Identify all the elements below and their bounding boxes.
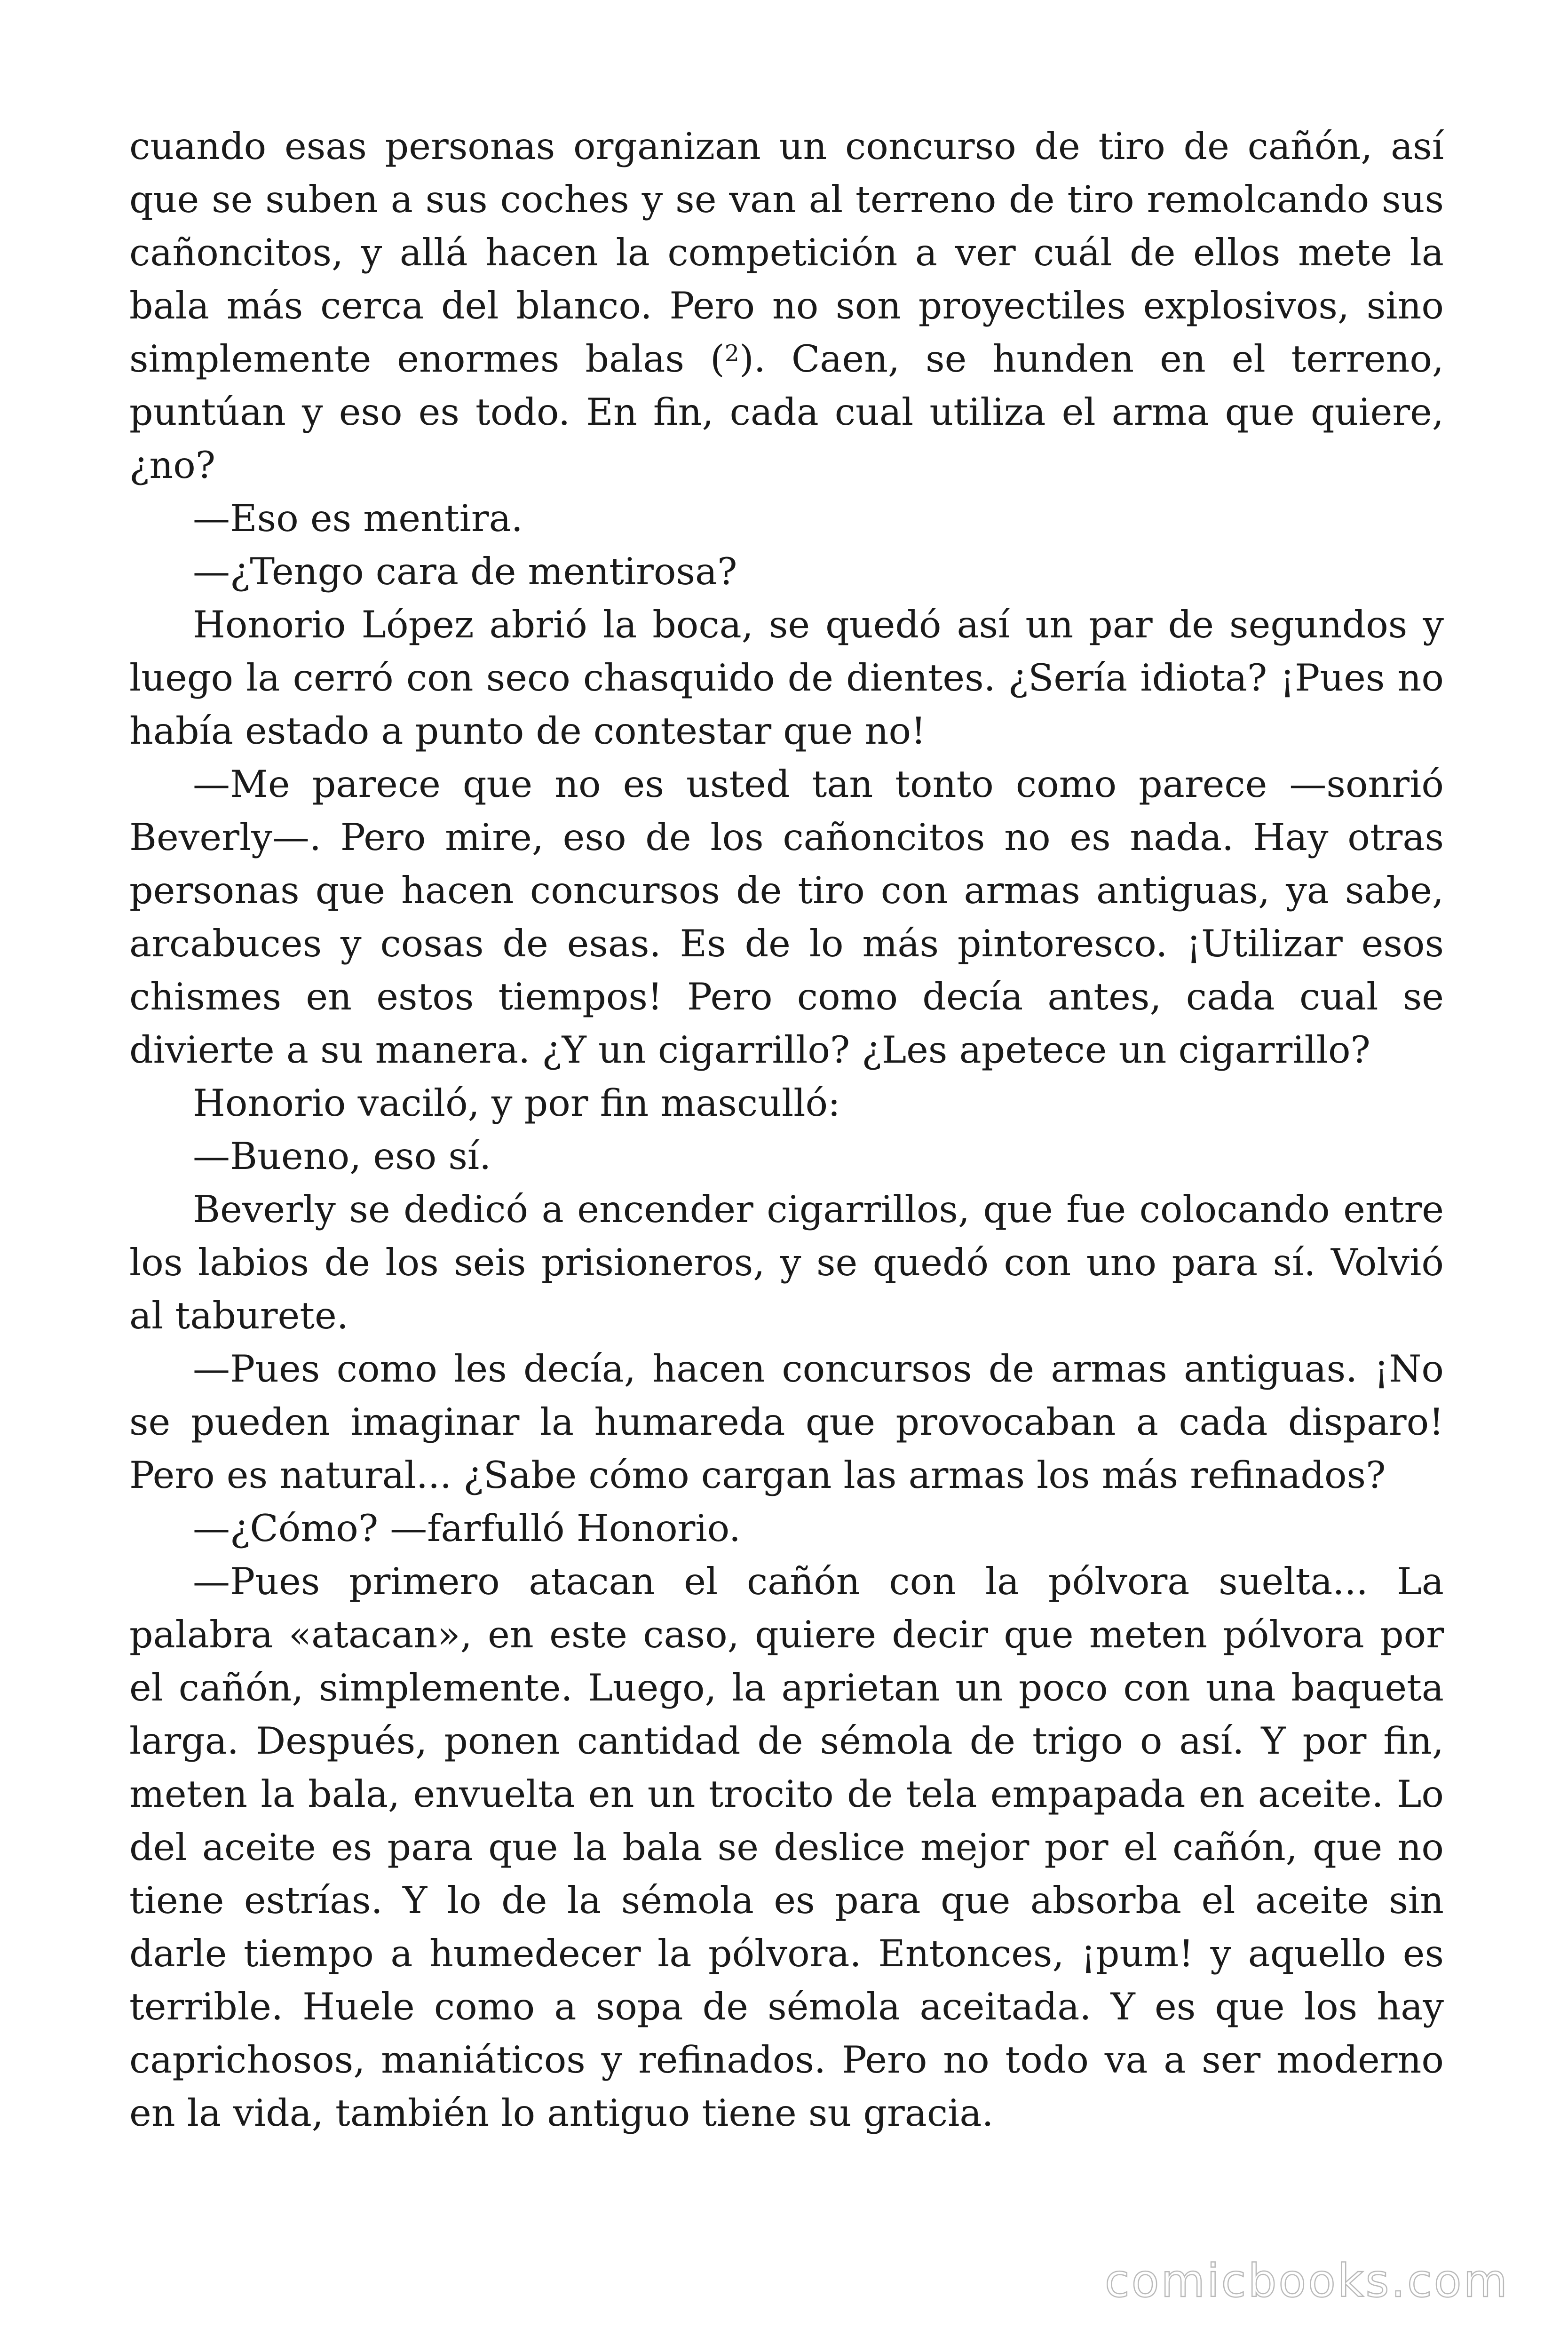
paragraph: [129, 120, 1444, 492]
paragraph: —Pues primero atacan el cañón con la pólvora suelta... La palabra «atacan», en este caso, quiere decir que meten pólvora por el cañón, simplemente. Luego, la aprietan un poco con una baqueta larga. Después, ponen cantidad de sémola de trigo o así. Y por fin, meten la bala, envuelta en un trocito de tela empapada en aceite. Lo del aceite es para que la bala se deslice mejor por el cañón, que no tiene estrías. Y lo de la sémola es para que absorba el aceite sin darle tiempo a humedecer la pólvora. Entonces, ¡pum! y aquello es terrible. Huele como a sopa de sémola aceitada. Y es que los hay caprichosos, maniáticos y refinados. Pero no todo va a ser moderno en la vida, también lo antiguo tiene su gracia.: [129, 1560, 1444, 2135]
book-page-text: [129, 120, 1444, 2140]
paragraph: —Pues como les decía, hacen concursos de armas antiguas. ¡No se pueden imaginar la humareda que provocaban a cada disparo! Pero es natural... ¿Sabe cómo cargan las armas los más refinados?: [129, 1347, 1444, 1497]
paragraph-text: cuando esas personas organizan un concurso de tiro de cañón, así que se suben a sus coches y se van al terreno de tiro remolcando sus cañoncitos, y allá hacen la competición a ver cuál de ellos mete la bala más cerca del blanco. Pero no son proyectiles explosivos, sino simplemente enormes balas (: [129, 125, 1444, 381]
paragraph: —¿Cómo? —farfulló Honorio.: [193, 1507, 741, 1550]
paragraph: —Eso es mentira.: [193, 497, 523, 540]
footnote-marker[interactable]: 2: [724, 340, 739, 367]
paragraph: —Bueno, eso sí.: [193, 1135, 491, 1178]
paragraph: —Me parece que no es usted tan tonto como parece —sonrió Beverly—. Pero mire, eso de los cañoncitos no es nada. Hay otras personas que hacen concursos de tiro con armas antiguas, ya sabe, arcabuces y cosas de esas. Es de lo más pintoresco. ¡Utilizar esos chismes en estos tiempos! Pero como decía antes, cada cual se divierte a su manera. ¿Y un cigarrillo? ¿Les apetece un cigarrillo?: [129, 763, 1444, 1072]
paragraph: Honorio López abrió la boca, se quedó así un par de segundos y luego la cerró con seco chasquido de dientes. ¿Sería idiota? ¡Pues no había estado a punto de contestar que no!: [129, 603, 1444, 753]
paragraph: —¿Tengo cara de mentirosa?: [193, 550, 737, 593]
watermark: comicbooks.com: [1104, 2255, 1509, 2307]
paragraph: Beverly se dedicó a encender cigarrillos, que fue colocando entre los labios de los seis prisioneros, y se quedó con uno para sí. Volvió al taburete.: [129, 1188, 1444, 1337]
paragraph-text: ). Caen, se hunden en el terreno, puntúan y eso es todo. En fin, cada cual utiliza el arma que quiere, ¿no?: [129, 337, 1444, 487]
paragraph: Honorio vaciló, y por fin masculló:: [193, 1081, 840, 1125]
